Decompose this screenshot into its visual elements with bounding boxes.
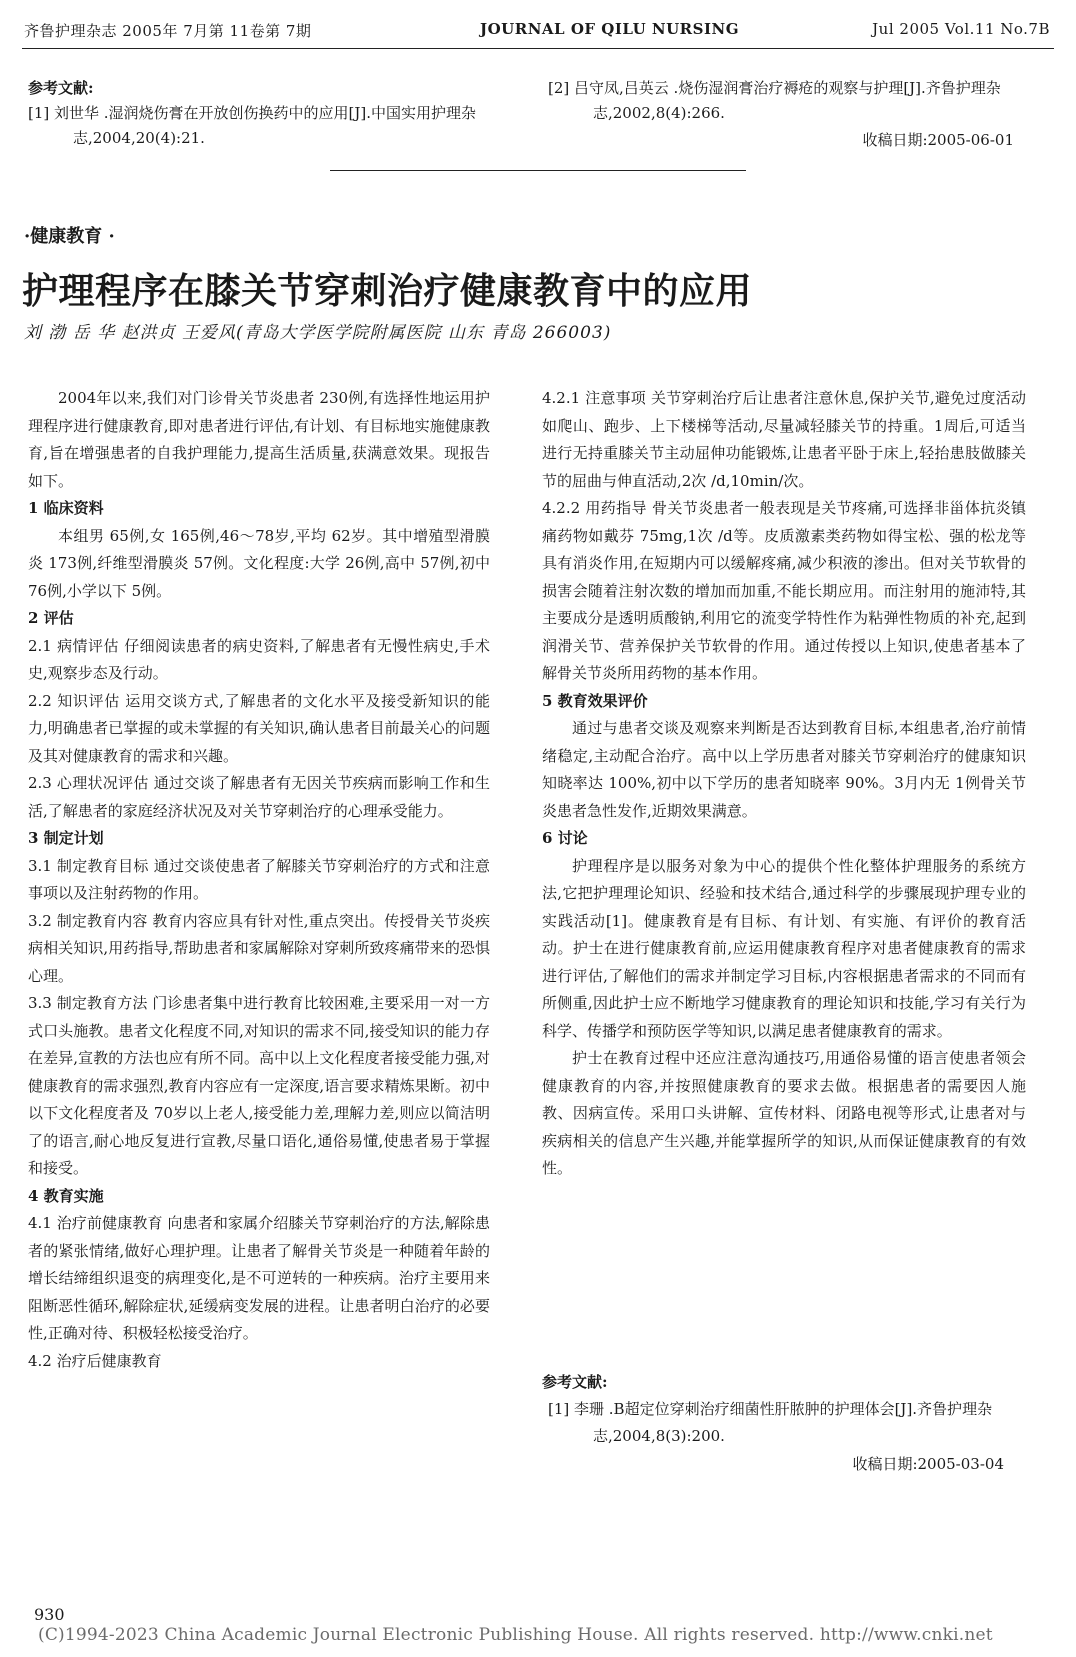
section-heading: 2 评估 [28, 609, 74, 627]
body-paragraph: 4.1 治疗前健康教育 向患者和家属介绍膝关节穿刺治疗的方法,解除患者的紧张情绪,做好心理护理。让患者了解骨关节炎是一种随着年龄的增长结缔组织退变的病理变化,是不可逆转的一种疾病。治疗主要用来阻断恶性循环,解除症状,延缓病变发展的进程。让患者明白治疗的必要性,正确对待、积极轻松接受治疗。 [28, 1214, 490, 1342]
body-paragraph: 4.2 治疗后健康教育 [28, 1351, 162, 1370]
body-paragraph: 3.3 制定教育方法 门诊患者集中进行教育比较困难,主要采用一对一方式口头施教。患者文化程度不同,对知识的需求不同,接受知识的能力存在差异,宣教的方法也应有所不同。高中以上文化程度者接受能力强,对健康教育的需求强烈,教育内容应有一定深度,语言要求精炼果断。初中以下文化程度者及 70岁以上老人,接受能力差,理解力差,则应以简洁明了的语言,耐心地反复进行宣教,尽量口语化,通俗易懂,使患者易于掌握和接受。 [28, 994, 490, 1177]
section-heading: 1 临床资料 [28, 499, 104, 517]
section-heading: 3 制定计划 [28, 829, 104, 847]
prev-ref-list-right [548, 76, 1048, 126]
body-paragraph: 护士在教育过程中还应注意沟通技巧,用通俗易懂的语言使患者领会健康教育的内容,并按照健康教育的要求去做。根据患者的需要因人施教、因病宣传。采用口头讲解、宣传材料、闭路电视等形式,让患者对与疾病相关的信息产生兴趣,并能掌握所学的知识,从而保证健康教育的有效性。 [542, 1049, 1026, 1177]
ref-item: [1] 李珊 .B超定位穿刺治疗细菌性肝脓肿的护理体会[J].齐鲁护理杂志,2004,8(3):200. [548, 1400, 993, 1445]
running-header-right: Jul 2005 Vol.11 No.7B [872, 20, 1050, 38]
article-title: 护理程序在膝关节穿刺治疗健康教育中的应用 [22, 271, 753, 312]
section-heading: 5 教育效果评价 [542, 691, 648, 710]
body-paragraph: 本组男 65例,女 165例,46～78岁,平均 62岁。其中增殖型滑膜炎 173例,纤维型滑膜炎 57例。文化程度:大学 26例,高中 57例,初中 76例,小学以下 5例。 [28, 526, 490, 600]
copyright-notice: (C)1994-2023 China Academic Journal Electronic Publishing House. All rights reserved. http://www.cnki.net [38, 1625, 993, 1645]
running-header-left: 齐鲁护理杂志 2005年 7月第 11卷第 7期 [24, 22, 312, 40]
body-paragraph: 2.1 病情评估 仔细阅读患者的病史资料,了解患者有无慢性病史,手术史,观察步态及行动。 [28, 636, 490, 682]
section-heading: 4 教育实施 [28, 1186, 104, 1205]
prev-ref-item: [2] 吕守凤,吕英云 .烧伤湿润膏治疗褥疮的观察与护理[J].齐鲁护理杂志,2002,8(4):266. [548, 79, 1001, 122]
refs-heading: 参考文献: [542, 1373, 608, 1391]
body-paragraph: 通过与患者交谈及观察来判断是否达到教育目标,本组患者,治疗前情绪稳定,主动配合治疗。高中以上学历患者对膝关节穿刺治疗的健康知识知晓率达 100%,初中以下学历的患者知晓率 90%。3月内无 1例骨关节炎患者急性发作,近期效果满意。 [542, 719, 1026, 820]
section-heading: 6 讨论 [542, 829, 588, 847]
prev-ref-item: [1] 刘世华 .湿润烧伤膏在开放创伤换药中的应用[J].中国实用护理杂志,2004,20(4):21. [28, 104, 477, 147]
prev-received-date: 收稿日期:2005-06-01 [862, 131, 1014, 149]
body-paragraph: 3.1 制定教育目标 通过交谈使患者了解膝关节穿刺治疗的方式和注意事项以及注射药物的作用。 [28, 856, 490, 902]
prev-refs-heading: 参考文献: [28, 79, 94, 97]
prev-ref-list [28, 101, 498, 151]
body-paragraph: 4.2.1 注意事项 关节穿刺治疗后让患者注意休息,保护关节,避免过度活动如爬山、跑步、上下楼梯等活动,尽量减轻膝关节的持重。1周后,可适当进行无持重膝关节主动屈伸功能锻炼,让患者平卧于床上,轻抬患肢做膝关节的屈曲与伸直活动,2次 /d,10min/次。 [542, 389, 1026, 490]
body-paragraph: 2.3 心理状况评估 通过交谈了解患者有无因关节疾病而影响工作和生活,了解患者的家庭经济状况及对关节穿刺治疗的心理承受能力。 [28, 774, 490, 820]
body-paragraph: 2004年以来,我们对门诊骨关节炎患者 230例,有选择性地运用护理程序进行健康教育,即对患者进行评估,有计划、有目标地实施健康教育,旨在增强患者的自我护理能力,提高生活质量,获满意效果。现报告如下。 [28, 389, 490, 490]
author-line: 刘 渤 岳 华 赵洪贞 王爱风(青岛大学医学院附属医院 山东 青岛 266003) [24, 323, 612, 343]
page-number: 930 [34, 1605, 65, 1624]
body-paragraph: 4.2.2 用药指导 骨关节炎患者一般表现是关节疼痛,可选择非甾体抗炎镇痛药物如戴芬 75mg,1次 /d等。皮质激素类药物如得宝松、强的松龙等具有消炎作用,在短期内可以缓解疼痛,减少积液的渗出。但对关节软骨的损害会随着注射次数的增加而加重,不能长期应用。而注射用的施沛特,其主要成分是透明质酸钠,利用它的流变学特性作为粘弹性物质的补充,起到润滑关节、营养保护关节软骨的作用。通过传授以上知识,使患者基本了解骨关节炎所用药物的基本作用。 [542, 499, 1026, 682]
body-column-right [542, 385, 1026, 1183]
body-column-left [28, 385, 490, 1375]
body-paragraph: 2.2 知识评估 运用交谈方式,了解患者的文化水平及接受新知识的能力,明确患者已掌握的或未掌握的有关知识,确认患者目前最关心的问题及其对健康教育的需求和兴趣。 [28, 691, 490, 765]
body-paragraph: 3.2 制定教育内容 教育内容应具有针对性,重点突出。传授骨关节炎疾病相关知识,用药指导,帮助患者和家属解除对穿刺所致疼痛带来的恐惧心理。 [28, 911, 490, 985]
body-paragraph: 护理程序是以服务对象为中心的提供个性化整体护理服务的系统方法,它把护理理论知识、经验和技术结合,通过科学的步骤展现护理专业的实践活动[1]。健康教育是有目标、有计划、有实施、有评价的教育活动。护士在进行健康教育前,应运用健康教育程序对患者健康教育的需求进行评估,了解他们的需求并制定学习目标,内容根据患者需求的不同而有所侧重,因此护士应不断地学习健康教育的理论知识和技能,学习有关行为科学、传播学和预防医学等知识,以满足患者健康教育的需求。 [542, 856, 1026, 1040]
header-rule [22, 48, 1054, 49]
section-tag: ·健康教育 · [24, 226, 115, 247]
article-separator [330, 170, 746, 171]
running-header-journal: JOURNAL OF QILU NURSING [480, 20, 740, 38]
ref-list [548, 1396, 1026, 1450]
received-date: 收稿日期:2005-03-04 [852, 1455, 1004, 1473]
